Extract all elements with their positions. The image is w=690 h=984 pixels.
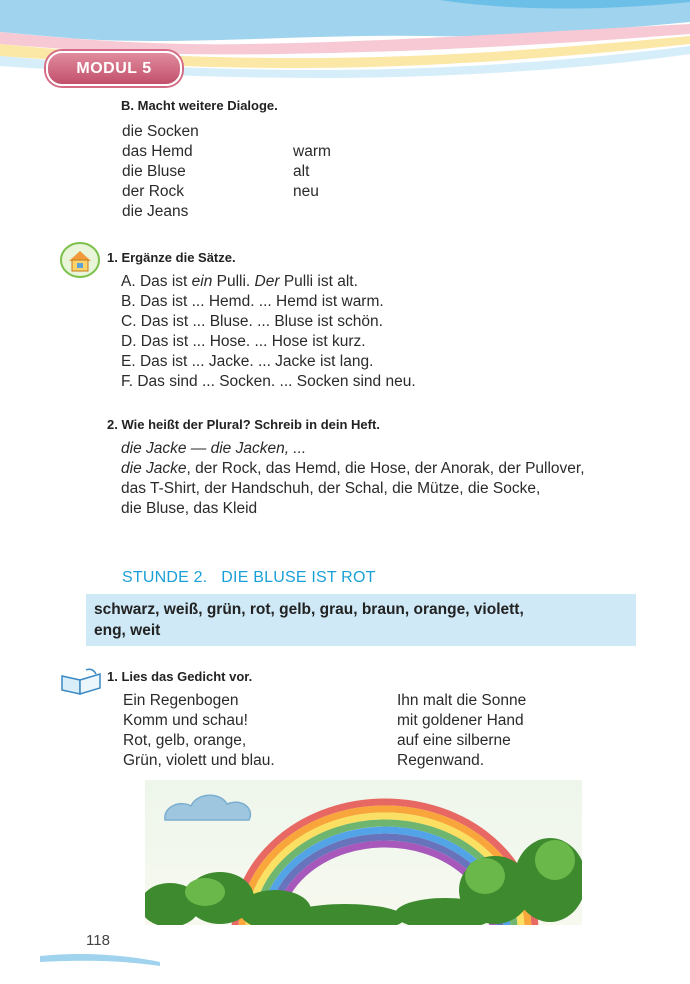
noun-item: das Hemd [122, 143, 193, 160]
vocab-line: eng, weit [94, 622, 161, 639]
noun-item: die Socken [122, 123, 199, 140]
vocab-line: schwarz, weiß, grün, rot, gelb, grau, braun, orange, violett, [94, 601, 524, 618]
poem-left-stanza [123, 691, 275, 771]
exercise2-title: 2. Wie heißt der Plural? Schreib in dein Heft. [107, 417, 380, 432]
exercise2-line: die Jacke, der Rock, das Hemd, die Hose, der Anorak, der Pullover, [121, 460, 585, 477]
page-number: 118 [86, 932, 110, 949]
poem-right-stanza [397, 691, 526, 771]
exercise2-line: die Bluse, das Kleid [121, 500, 258, 517]
poem-line: Regenwand. [397, 752, 485, 769]
exercise-line: E. Das ist ... Jacke. ... Jacke ist lang. [121, 353, 374, 370]
noun-item: der Rock [122, 183, 185, 200]
poem-line: mit goldener Hand [397, 712, 524, 729]
poem-line: Grün, violett und blau. [123, 752, 275, 769]
section-b-title: B. Macht weitere Dialoge. [121, 98, 278, 113]
poem-line: Rot, gelb, orange, [123, 732, 247, 749]
noun-list [122, 122, 199, 222]
homework-house-icon [60, 242, 100, 278]
exercise-line: D. Das ist ... Hose. ... Hose ist kurz. [121, 333, 366, 350]
poem-title: 1. Lies das Gedicht vor. [107, 669, 253, 684]
exercise-line: C. Das ist ... Bluse. ... Bluse ist schön. [121, 313, 383, 330]
open-book-icon [58, 666, 104, 696]
poem-line: Komm und schau! [123, 712, 248, 729]
exercise2-line: das T-Shirt, der Handschuh, der Schal, die Mütze, die Socke, [121, 480, 541, 497]
adjective-item: warm [293, 143, 331, 160]
poem-line: auf eine silberne [397, 732, 511, 749]
noun-item: die Bluse [122, 163, 186, 180]
exercise-line: B. Das ist ... Hemd. ... Hemd ist warm. [121, 293, 384, 310]
vocabulary-box [86, 594, 636, 646]
lesson-title: STUNDE 2. DIE BLUSE IST ROT [122, 569, 376, 586]
adjective-item: neu [293, 183, 319, 200]
exercise2-example: die Jacke — die Jacken, ... [121, 440, 307, 457]
adjective-item: alt [293, 163, 310, 180]
exercise2-body [121, 439, 585, 519]
exercise1-lines [121, 272, 416, 392]
adjective-list [293, 142, 331, 202]
poem-line: Ihn malt die Sonne [397, 692, 527, 709]
module-badge: MODUL 5 [46, 51, 182, 86]
footer-wave-decoration [40, 950, 160, 970]
exercise-line: F. Das sind ... Socken. ... Socken sind neu. [121, 373, 416, 390]
exercise-line: A. Das ist ein Pulli. Der Pulli ist alt. [121, 273, 358, 290]
exercise1-title: 1. Ergänze die Sätze. [107, 250, 236, 265]
rainbow-illustration [145, 780, 582, 925]
noun-item: die Jeans [122, 203, 189, 220]
poem-line: Ein Regenbogen [123, 692, 239, 709]
